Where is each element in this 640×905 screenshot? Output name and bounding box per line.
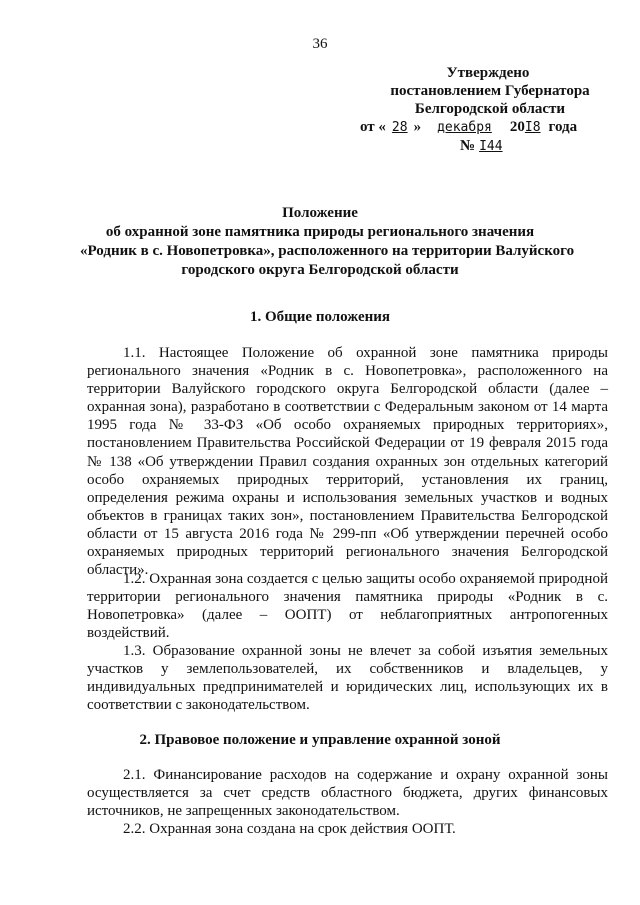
approval-number [350, 137, 610, 156]
approval-block [350, 64, 610, 156]
date-year-suffix: I8 [524, 120, 541, 135]
title-line-4: городского округа Белгородской области [181, 262, 459, 278]
date-month: декабря [437, 120, 492, 135]
date-year-prefix: 20 [509, 119, 525, 135]
document-title [80, 204, 575, 280]
date-prefix: от « [360, 119, 386, 135]
paragraph-2-1: 2.1. Финансирование расходов на содержание и охрану охранной зоны осуществляется за счет средств областного бюджета, других финансовых источников, не запрещенных законодательством. [87, 767, 608, 820]
approval-date [350, 118, 610, 137]
paragraph-1-2: 1.2. Охранная зона создается с целью защиты особо охраняемой природной территории регионального значения памятника природы «Родник в с. Новопетровка» (далее – ООПТ) от неблагоприятных антропогенных воздействий. [87, 571, 608, 642]
approval-authority: постановлением Губернатора [390, 83, 590, 99]
date-day: 28 [391, 120, 408, 135]
date-year-word: года [548, 119, 578, 135]
paragraph-1-1: 1.1. Настоящее Положение об охранной зоне памятника природы регионального значения «Родник в с. Новопетровка», расположенного на территории Валуйского городского округа Белгородской области (далее – охранная зона), разработано в соответствии с Федеральным законом от 14 марта 1995 года № 33-ФЗ «Об особо охраняемых природных территориях», постановлением Правительства Российской Федерации от 19 февраля 2015 года № 138 «Об утверждении Правил создания охранных зон отдельных категорий особо охраняемых природных территорий, установления их границ, определения режима охраны и использования земельных участков и водных объектов в границах таких зон», постановлением Правительства Белгородской области от 15 августа 2016 года № 299-пп «Об утверждении перечней особо охраняемых природных территорий регионального значения Белгородской области». [87, 345, 608, 579]
section-heading-legal: 2. Правовое положение и управление охранной зоной [139, 732, 501, 748]
number-value: I44 [479, 139, 503, 154]
section-heading-general: 1. Общие положения [249, 309, 391, 325]
date-day-close: » [413, 119, 422, 135]
title-line-3: «Родник в с. Новопетровка», расположенного на территории Валуйского [80, 243, 575, 259]
title-line-1: Положение [282, 205, 358, 221]
approval-title: Утверждено [446, 65, 530, 81]
approval-region: Белгородской области [414, 101, 566, 117]
title-line-2: об охранной зоне памятника природы регионального значения [105, 224, 535, 240]
page-number: 36 [312, 36, 328, 52]
number-prefix: № [460, 138, 476, 154]
paragraph-2-2: 2.2. Охранная зона создана на срок действия ООПТ. [123, 821, 456, 837]
paragraph-1-3: 1.3. Образование охранной зоны не влечет за собой изъятия земельных участков у землепользователей, их собственников и владельцев, у индивидуальных предпринимателей и юридических лиц, использующих их в соответствии с законодательством. [87, 643, 608, 714]
